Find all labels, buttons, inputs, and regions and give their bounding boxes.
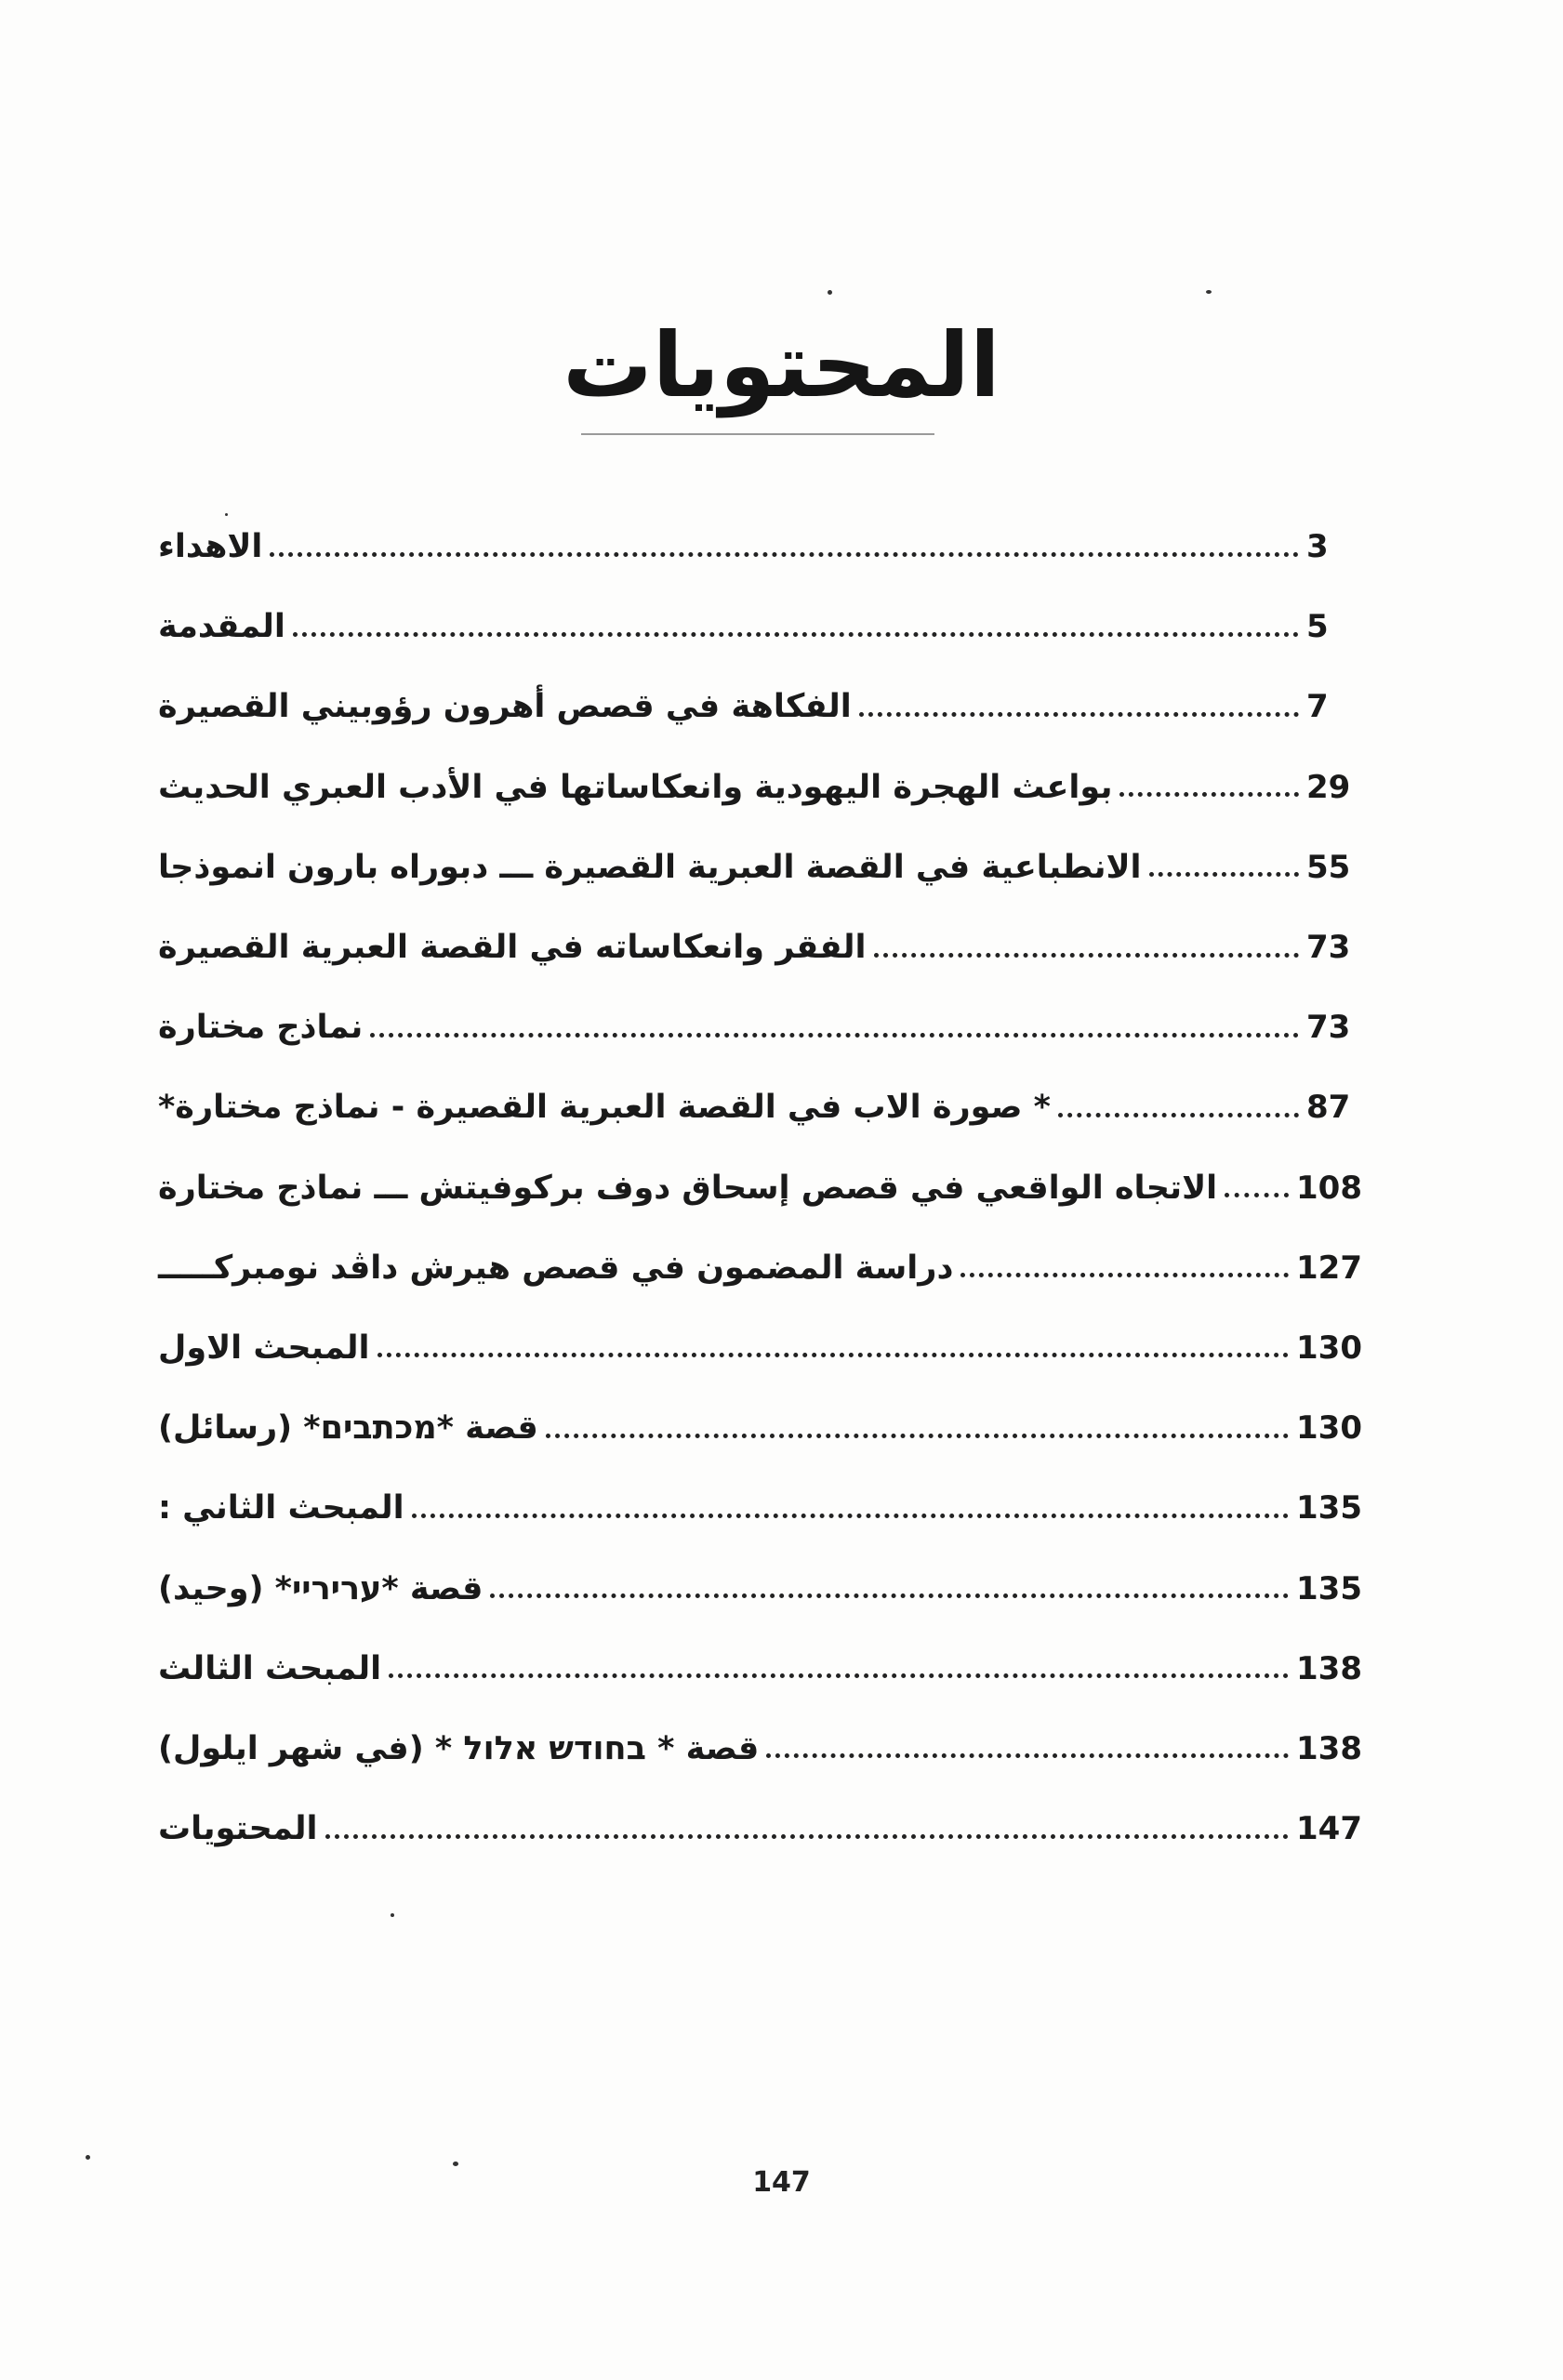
dot-leader xyxy=(378,1353,1289,1357)
dot-leader xyxy=(874,953,1299,958)
scan-speck xyxy=(225,513,228,516)
toc-entry-title: الاتجاه الواقعي في قصص إسحاق دوف بركوفيتش ـــ نماذج مختارة xyxy=(158,1169,1218,1207)
dot-leader xyxy=(293,632,1299,637)
toc-entry-title: قصة *מכתבים* (رسائل) xyxy=(158,1409,538,1448)
dot-leader xyxy=(960,1273,1289,1277)
dot-leader xyxy=(1149,872,1299,877)
scan-speck xyxy=(391,1913,394,1917)
scan-speck xyxy=(453,2162,458,2166)
toc-row xyxy=(158,747,1362,827)
title-underline xyxy=(581,433,934,435)
toc-entry-page: 135 xyxy=(1296,1489,1362,1527)
toc-row xyxy=(158,1148,1362,1228)
toc-row xyxy=(158,1228,1362,1308)
toc-entry-title: بواعث الهجرة اليهودية وانعكاساتها في الأدب العبري الحديث xyxy=(158,768,1113,806)
dot-leader xyxy=(1058,1113,1299,1117)
toc-entry-title: قصة * בחודש אלול * (في شهر ايلول) xyxy=(158,1729,760,1767)
toc-row xyxy=(158,1067,1362,1147)
toc-entry-title: الفقر وانعكاساته في القصة العبرية القصيرة xyxy=(158,929,867,967)
dot-leader xyxy=(766,1753,1289,1758)
dot-leader xyxy=(325,1834,1290,1839)
toc-entry-title: الفكاهة في قصص أهرون رؤوبيني القصيرة xyxy=(158,688,852,726)
toc-entry-page: 108 xyxy=(1296,1169,1362,1207)
toc-entry-page: 3 xyxy=(1306,528,1329,566)
toc-entry-page: 138 xyxy=(1296,1729,1362,1767)
toc-row xyxy=(158,1468,1362,1548)
dot-leader xyxy=(546,1434,1289,1438)
toc-row xyxy=(158,1789,1362,1869)
toc-entry-title: دراسة المضمون في قصص هيرش داڤد نومبركـــــ xyxy=(158,1249,954,1287)
toc-row xyxy=(158,1548,1362,1628)
toc-entry-title: * صورة الاب في القصة العبرية القصيرة - نماذج مختارة* xyxy=(158,1089,1051,1127)
dot-leader xyxy=(389,1673,1289,1678)
toc-entry-title: المبحث الاول xyxy=(158,1329,370,1367)
dot-leader xyxy=(370,1033,1299,1038)
toc-row xyxy=(158,1308,1362,1388)
toc-row xyxy=(158,1709,1362,1789)
toc-entry-page: 135 xyxy=(1296,1569,1362,1607)
toc-row xyxy=(158,587,1362,667)
page-number: 147 xyxy=(752,2166,811,2199)
toc-entry-title: المحتويات xyxy=(158,1810,318,1848)
toc-entry-page: 147 xyxy=(1296,1810,1362,1848)
dot-leader xyxy=(270,552,1299,557)
toc-row xyxy=(158,1388,1362,1468)
table-of-contents xyxy=(158,507,1362,1869)
toc-entry-title: نماذج مختارة xyxy=(158,1009,364,1047)
dot-leader xyxy=(1225,1193,1289,1197)
toc-entry-page: 130 xyxy=(1296,1409,1362,1448)
toc-entry-page: 130 xyxy=(1296,1329,1362,1367)
toc-row xyxy=(158,667,1362,747)
toc-entry-page: 5 xyxy=(1306,608,1329,646)
toc-entry-page: 73 xyxy=(1306,929,1351,967)
dot-leader xyxy=(412,1514,1289,1518)
toc-row xyxy=(158,987,1362,1067)
toc-row xyxy=(158,907,1362,987)
scan-speck xyxy=(828,290,832,295)
toc-entry-page: 7 xyxy=(1306,688,1329,726)
scan-speck xyxy=(1206,290,1212,294)
toc-entry-page: 138 xyxy=(1296,1649,1362,1687)
toc-entry-page: 29 xyxy=(1306,768,1351,806)
toc-entry-title: المبحث الثالث xyxy=(158,1649,382,1687)
toc-row xyxy=(158,827,1362,907)
dot-leader xyxy=(1119,792,1299,797)
toc-entry-page: 73 xyxy=(1306,1009,1351,1047)
toc-entry-page: 87 xyxy=(1306,1089,1351,1127)
dot-leader xyxy=(859,712,1299,717)
page-title: المحتويات xyxy=(563,313,1000,417)
scan-speck xyxy=(86,2155,90,2160)
toc-entry-page: 127 xyxy=(1296,1249,1362,1287)
toc-entry-title: المبحث الثاني : xyxy=(158,1489,404,1527)
toc-entry-title: الانطباعية في القصة العبرية القصيرة ـــ دبوراه بارون انموذجا xyxy=(158,848,1142,886)
toc-entry-title: الاهداء xyxy=(158,528,263,566)
toc-row xyxy=(158,507,1362,587)
toc-entry-title: قصة *עריריי* (وحيد) xyxy=(158,1569,483,1607)
toc-entry-page: 55 xyxy=(1306,848,1351,886)
toc-row xyxy=(158,1629,1362,1709)
dot-leader xyxy=(490,1593,1289,1598)
toc-entry-title: المقدمة xyxy=(158,608,285,646)
